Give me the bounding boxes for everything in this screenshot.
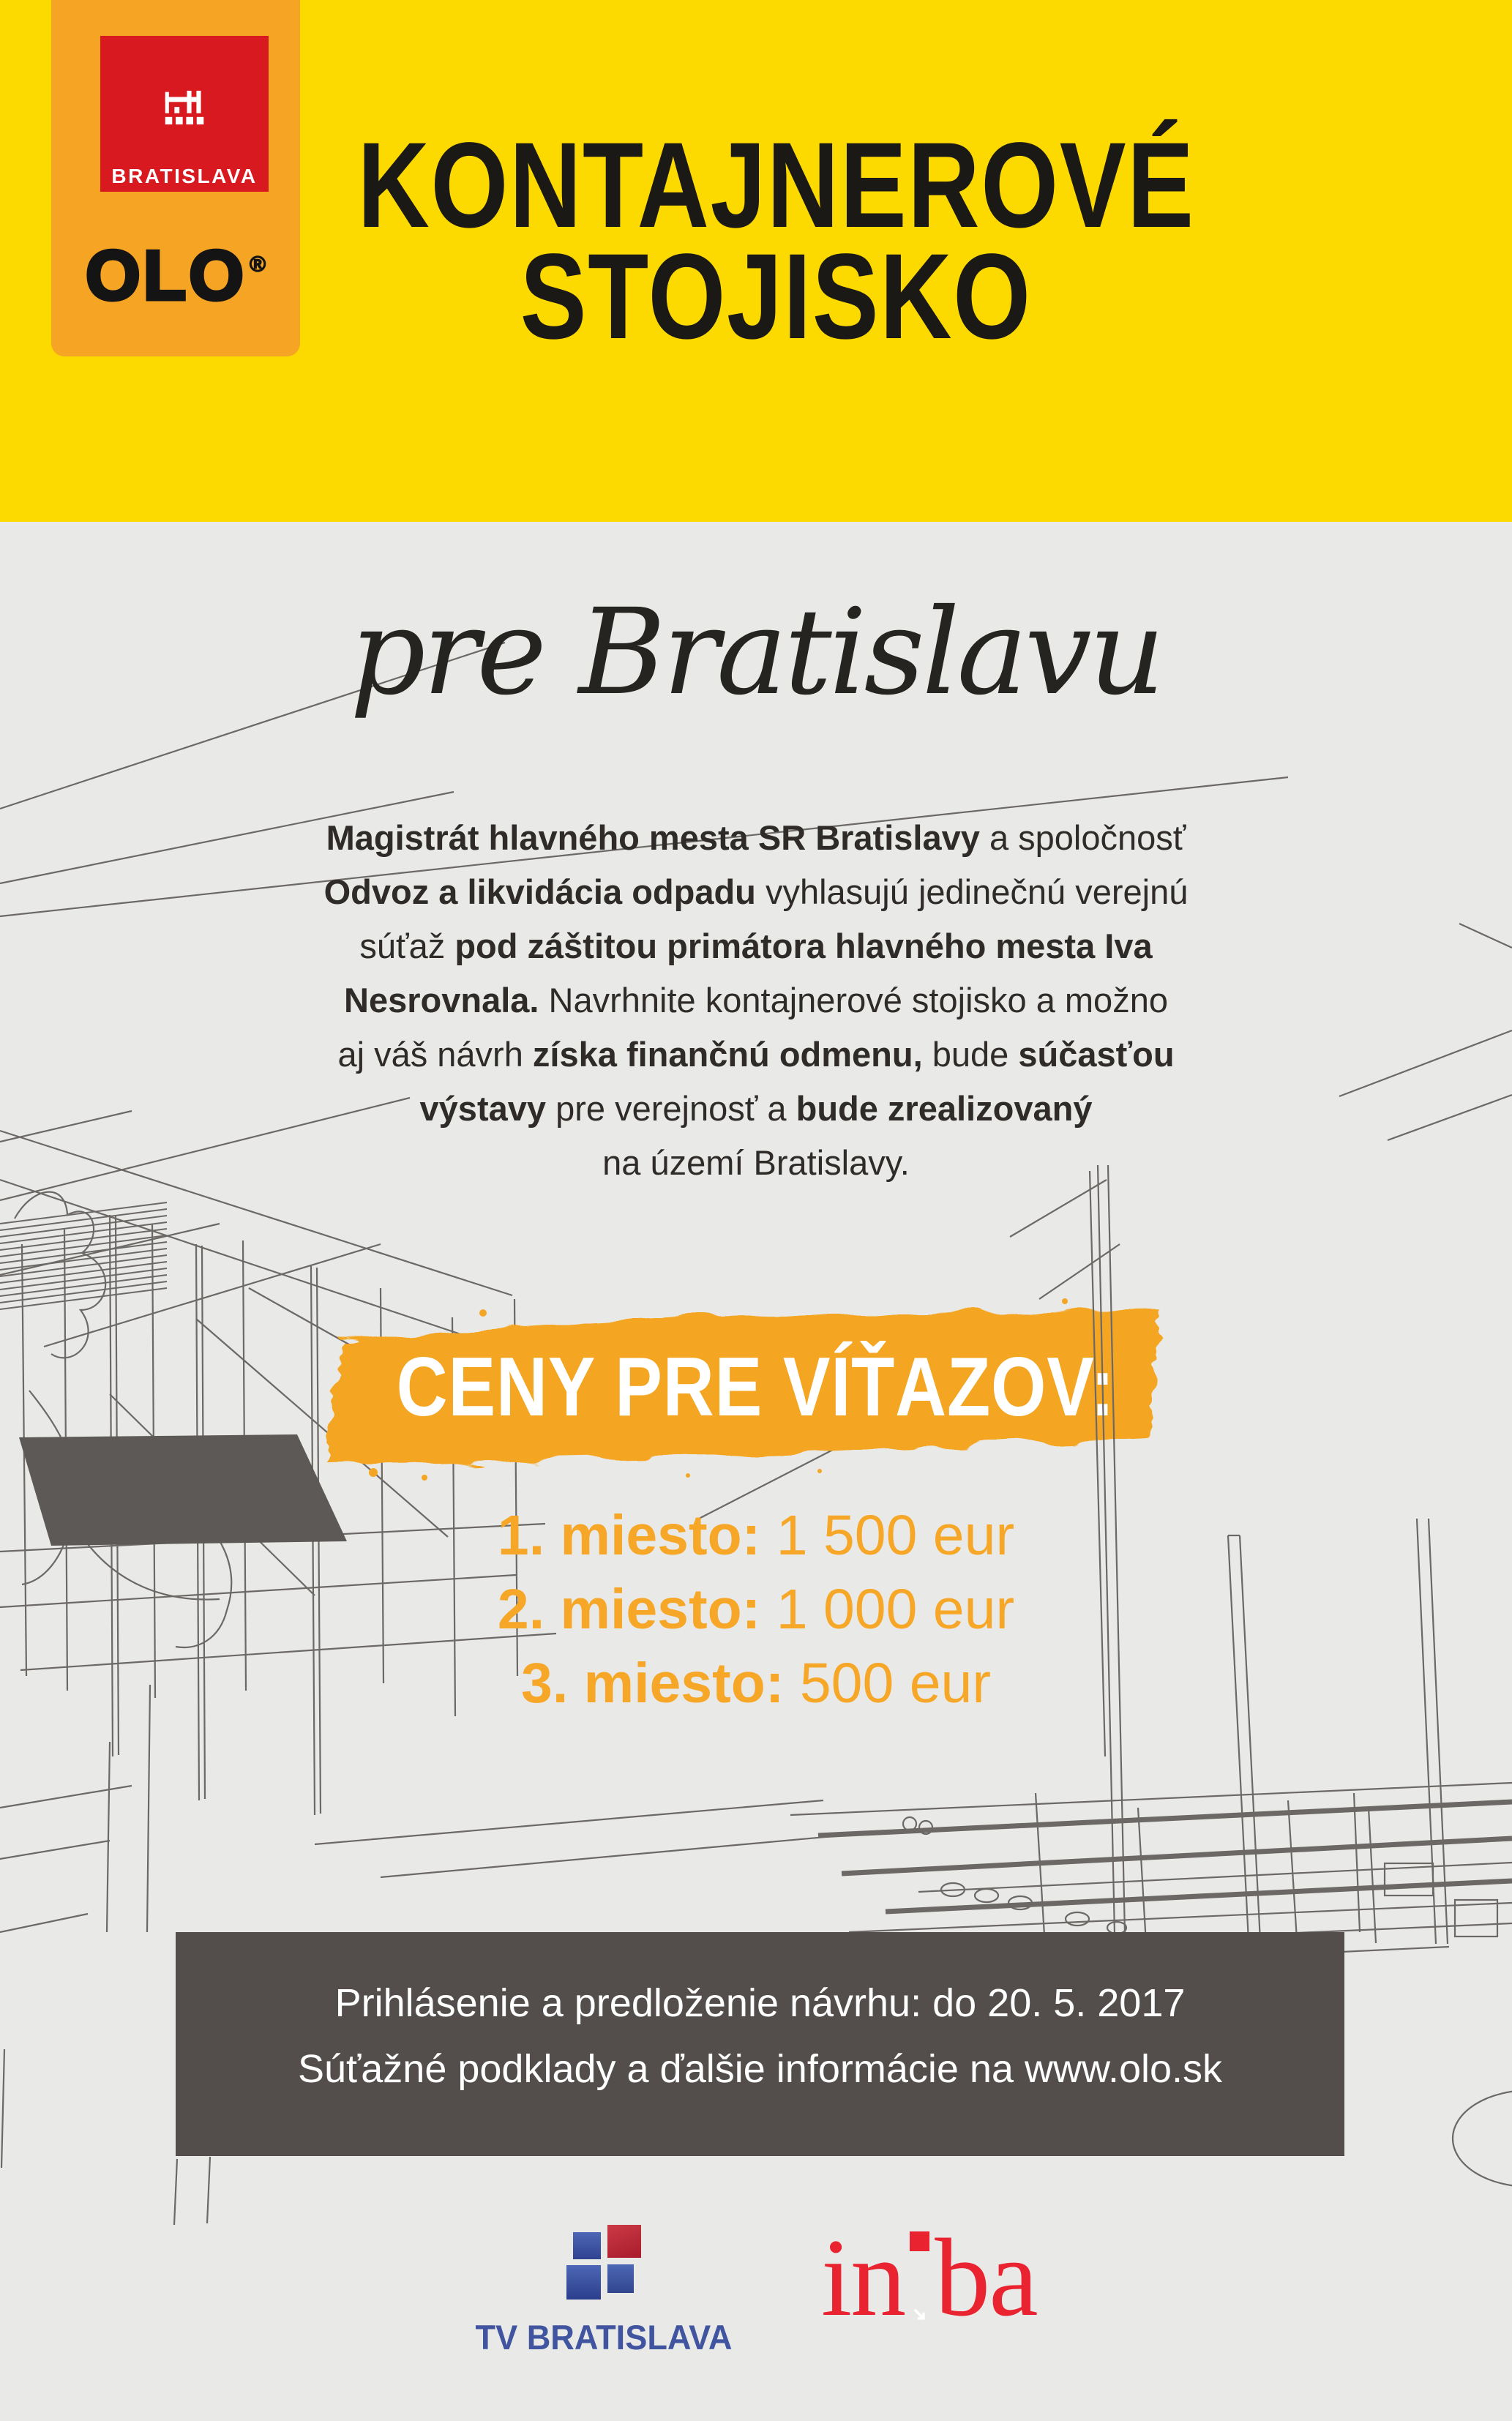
- deadline-box: [176, 1932, 1344, 2156]
- tv-bratislava-icon: [566, 2225, 641, 2301]
- tv-square-blue-small: [573, 2232, 601, 2259]
- inba-logo: [821, 2216, 1037, 2339]
- tv-bratislava-wordmark: TV BRATISLAVA: [475, 2318, 733, 2357]
- bratislava-wordmark: BRATISLAVA: [111, 165, 258, 187]
- deadline-line-2: Súťažné podklady a ďalšie informácie na www.olo.sk: [297, 2047, 1223, 2091]
- prizes-heading: CENY PRE VÍŤAZOV:: [397, 1341, 1115, 1434]
- registered-mark: ®: [249, 252, 266, 277]
- deadline-line-1: Prihlásenie a predloženie návrhu: do 20. 5. 2017: [334, 1981, 1186, 2025]
- intro-line: Nesrovnala. Navrhnite kontajnerové stojisko a možno: [344, 981, 1168, 1019]
- inba-text-left: in: [821, 2216, 905, 2339]
- tv-square-blue-medium: [607, 2264, 634, 2293]
- title-line-1: KONTAJNEROVÉ: [357, 118, 1195, 253]
- intro-line: Odvoz a likvidácia odpadu vyhlasujú jedinečnú verejnú: [323, 872, 1189, 911]
- intro-line: výstavy pre verejnosť a bude zrealizovaný: [419, 1089, 1093, 1128]
- prize-item: 3. miesto: 500 eur: [521, 1652, 991, 1715]
- script-subtitle: pre Bratislavu: [350, 584, 1162, 722]
- prize-item: 2. miesto: 1 000 eur: [497, 1578, 1015, 1641]
- prize-item: 1. miesto: 1 500 eur: [497, 1504, 1015, 1567]
- intro-line: na území Bratislavy.: [602, 1143, 910, 1182]
- intro-line: Magistrát hlavného mesta SR Bratislavy a spoločnosť: [326, 818, 1186, 857]
- tv-square-blue-large: [566, 2265, 601, 2300]
- tv-square-red: [607, 2225, 641, 2258]
- arrow-down-right-icon: [910, 2231, 929, 2251]
- inba-text-right: ba: [935, 2216, 1037, 2339]
- title-line-2: STOJISKO: [520, 229, 1032, 364]
- intro-line: aj váš návrh získa finančnú odmenu, bude súčasťou: [337, 1035, 1175, 1074]
- olo-wordmark: OLO ®: [85, 236, 266, 315]
- intro-line: súťaž pod záštitou primátora hlavného mesta Iva: [359, 927, 1153, 965]
- tv-bratislava-logo: [461, 2225, 746, 2357]
